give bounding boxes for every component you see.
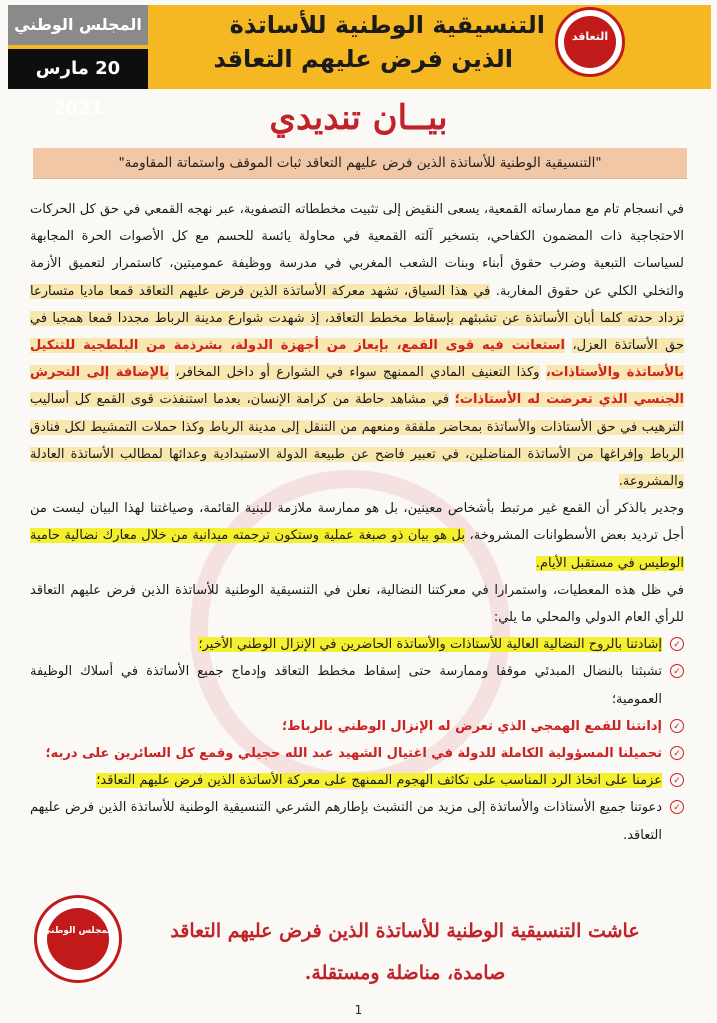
paragraph-1-conclusion: في مشاهد حاطة من كرامة الإنسان، بعدما استنفذت قوى القمع كل أساليب الترهيب في حق الأستاذات والأساتذة بمحاضر ملفقة ومنعهم من التنقل إلى مدينة الرباط وكذا حملات التمشيط لكل فنادق الرباط وإفراغها من الأساتذة المناضلين، في تعبير فاضح عن طبيعة الدولة الاستبدادية وعدائها لمطالب الأساتذة العادلة والمشروعة. bbox=[30, 392, 684, 490]
declaration-item bbox=[30, 794, 684, 848]
logo-text: التعاقد bbox=[571, 30, 609, 43]
check-circle-icon: ✓ bbox=[670, 800, 684, 814]
header-side-panel bbox=[8, 5, 148, 119]
declaration-text: إدانتنا للقمع الهمجي الذي تعرض له الإنزال الوطني بالرباط؛ bbox=[281, 718, 662, 734]
page-number: 1 bbox=[354, 1003, 363, 1017]
check-circle-icon: ✓ bbox=[670, 637, 684, 651]
declaration-item bbox=[30, 631, 684, 658]
statement-title: بيــان تنديدي bbox=[269, 98, 448, 138]
bottom-stamp-logo bbox=[34, 895, 122, 983]
declaration-item bbox=[30, 713, 684, 740]
closing-slogan bbox=[150, 910, 660, 994]
paragraph-2-text: وجدير بالذكر أن القمع غير مرتبط بأشخاص معينين، بل هو ممارسة ملازمة للبنية القائمة، وصياغتنا لهذا البيان ليست من أجل ترديد بعض الأسطوانات المشروخة، bbox=[30, 501, 684, 544]
paragraph-1 bbox=[30, 196, 684, 495]
check-circle-icon: ✓ bbox=[670, 719, 684, 733]
subtitle-bar: "التنسيقية الوطنية للأساتذة الذين فرض عليهم التعاقد ثبات الموقف واستماتة المقاومة" bbox=[33, 148, 687, 179]
declaration-item bbox=[30, 740, 684, 767]
closing-line2: صامدة، مناضلة ومستقلة. bbox=[304, 962, 506, 984]
council-label: المجلس الوطني bbox=[8, 5, 148, 45]
declaration-text: دعوتنا جميع الأستاذات والأساتذة إلى مزيد من التشبث بإطارهم الشرعي التنسيقية الوطنية للأساتذة الذين فرض عليهم التعاقد. bbox=[30, 800, 662, 843]
declaration-text: إشادتنا بالروح النضالية العالية للأستاذات والأساتذة الحاضرين في الإنزال الوطني الأخير؛ bbox=[198, 637, 662, 653]
paragraph-3: في ظل هذه المعطيات، واستمرارا في معركتنا النضالية، نعلن في التنسيقية الوطنية للأساتذة الذين فرض عليهم التعاقد للرأي العام الدولي والمحلي ما يلي: bbox=[30, 582, 684, 626]
declaration-item bbox=[30, 658, 684, 712]
check-circle-icon: ✓ bbox=[670, 664, 684, 678]
paragraph-1-thugs: استعانت فيه قوى القمع، بإيعاز من أجهزة الدولة، بشرذمة من البلطجية للتنكيل بالأساتذة والأستاذات، bbox=[30, 338, 684, 381]
paragraph-2 bbox=[30, 495, 684, 577]
declaration-text: تحميلنا المسؤولية الكاملة للدولة في اغتيال الشهيد عبد الله حجيلي وقمع كل السائرين على دربه؛ bbox=[45, 746, 662, 762]
paragraph-2-highlight: بل هو بيان ذو صبغة عملية وستكون ترجمته ميدانية من خلال معارك نضالية حامية الوطيس في مستقبل الأيام. bbox=[30, 528, 684, 571]
paragraph-1-intro: في انسجام تام مع ممارساته القمعية، يسعى النقيض إلى تثبيت مخططاته التصفوية، عبر نهجه القمعي في حق كل الحركات الاحتجاجية ذات المضمون الكفاحي، بتسخير آلته القمعية في محاولة يائسة للحسم مع كل الأصوات الحرة المجابهة لسياسات التبعية وضرب حقوق أبناء وبنات الشعب المغربي في مدرسة ووظيفة عموميتين، كاستمرار لتعميق الأزمة والتخلي الكلي عن حقوق المغاربة. bbox=[30, 202, 684, 299]
declaration-item bbox=[30, 767, 684, 794]
stamp-text: المجلس الوطني bbox=[42, 926, 114, 936]
header-title-line1: التنسيقية الوطنية للأساتذة bbox=[229, 11, 545, 39]
closing-line1: عاشت التنسيقية الوطنية للأساتذة الذين فرض عليهم التعاقد bbox=[170, 920, 640, 942]
paragraph-1-violence: وكذا التعنيف المادي الممنهج سواء في الشوارع أو داخل المخافر، bbox=[175, 365, 540, 381]
stamp-inner bbox=[47, 908, 109, 970]
paragraph-1-harassment: بالإضافة إلى التحرش الجنسي الذي تعرضت له الأستاذات؛ bbox=[30, 365, 684, 408]
header-titles bbox=[150, 8, 545, 76]
organization-logo bbox=[555, 7, 625, 77]
date-label: 20 مارس 2021 bbox=[8, 49, 148, 89]
declaration-text: تشبثنا بالنضال المبدئي موقفا وممارسة حتى إسقاط مخطط التعاقد وإدماج جميع الأساتذة في أسلاك الوظيفة العمومية؛ bbox=[30, 664, 662, 707]
statement-body bbox=[30, 196, 684, 849]
check-circle-icon: ✓ bbox=[670, 746, 684, 760]
paragraph-1-context: في هذا السياق، تشهد معركة الأساتذة الذين فرض عليهم التعاقد قمعا ماديا متسارعا تزداد حدته كلما أبان الأساتذة عن تشبثهم بإسقاط مخطط التعاقد، إذ شهدت شوارع مدينة الرباط مجددا قمعا همجيا في حق الأساتذة العزل، bbox=[30, 283, 685, 354]
declaration-text: عزمنا على اتخاذ الرد المناسب على تكاثف الهجوم الممنهج على معركة الأساتذة الذين فرض عليهم التعاقد؛ bbox=[96, 773, 662, 789]
check-circle-icon: ✓ bbox=[670, 773, 684, 787]
header-title-line2: الذين فرض عليهم التعاقد bbox=[213, 45, 513, 73]
